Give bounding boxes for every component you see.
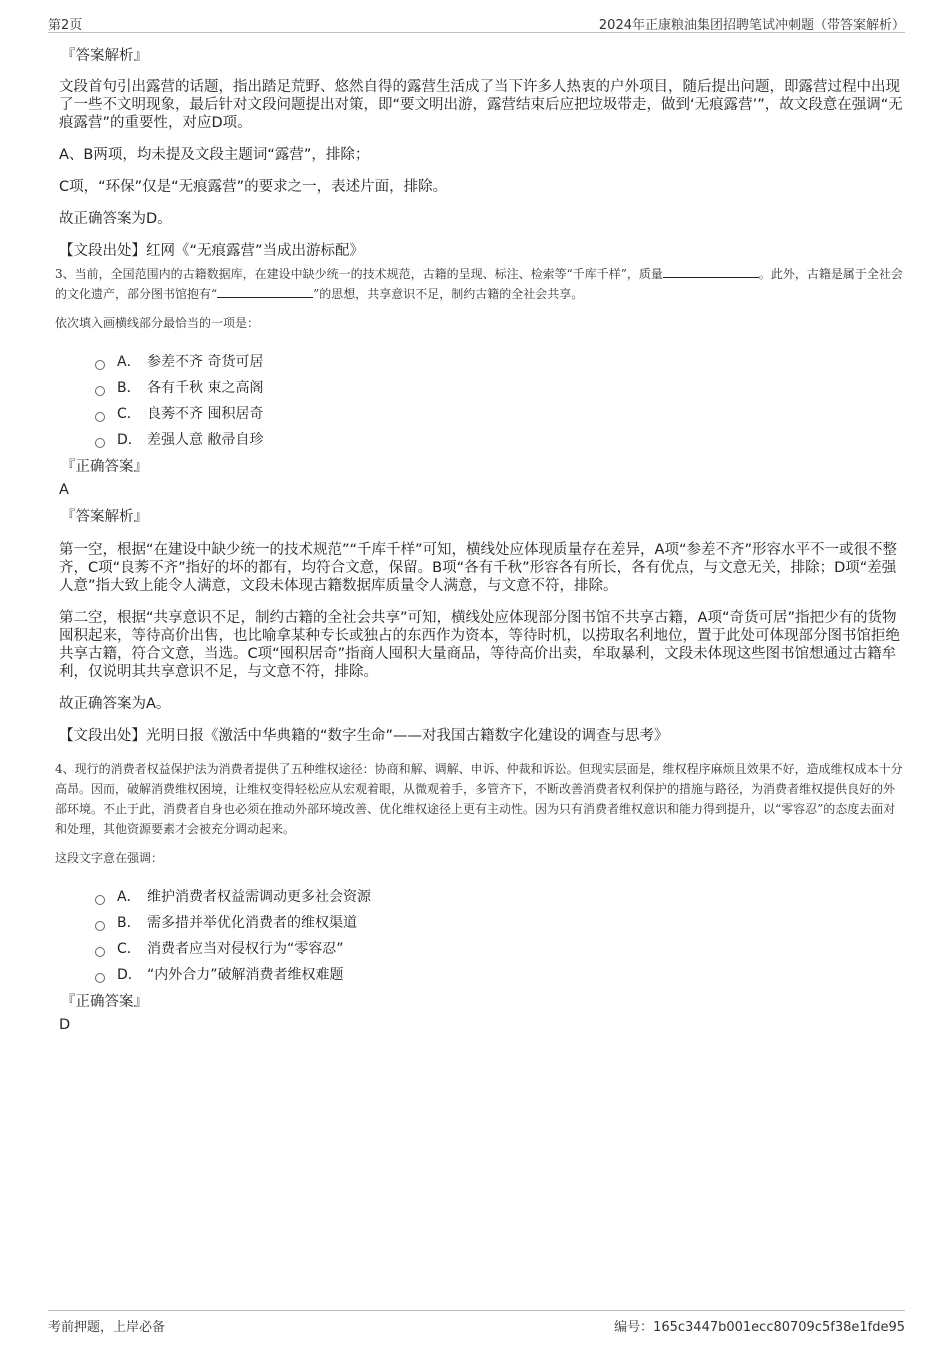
answer-label: 『正确答案』 bbox=[61, 459, 148, 475]
source-citation: 【文段出处】红网《“无痕露营”当成出游标配》 bbox=[59, 243, 365, 259]
analysis-paragraph: 第一空，根据“在建设中缺少统一的技术规范”“千库千样”可知，横线处应体现质量存在差异，A项“参差不齐”形容水平不一或很不整齐，C项“良莠不齐”指好的坏的都有，均符合文意，保留。B项“各有千秋”形容各有所长，各有优点，与文意无关，排除；D项“差强人意”指大致上能令人满意，文段未体现古籍数据库质量令人满意，与文意不符，排除。 bbox=[59, 542, 897, 594]
analysis-paragraph: C项，“环保”仅是“无痕露营”的要求之一，表述片面，排除。 bbox=[59, 179, 448, 195]
question-prompt: 依次填入画横线部分最恰当的一项是： bbox=[55, 316, 260, 330]
radio-icon[interactable] bbox=[95, 438, 105, 448]
option-b[interactable]: B． 各有千秋 束之高阁 bbox=[95, 375, 903, 401]
document-title: 2024年正康粮油集团招聘笔试冲刺题（带答案解析） bbox=[598, 18, 905, 33]
radio-icon[interactable] bbox=[95, 895, 105, 905]
question-stem: 4、现行的消费者权益保护法为消费者提供了五种维权途径：协商和解、调解、申诉、仲裁和诉讼。但现实层面是，维权程序麻烦且效果不好，造成维权成本十分高昂。因而，破解消费维权困境，让维权变得轻松应从宏观着眼，从微观着手，多管齐下，不断改善消费者权利保护的措施与路径，为消费者维权提供良好的外部环境。不止于此，消费者自身也必须在推动外部环境改善、优化维权途径上更有主动性。因为只有消费者维权意识和能力得到提升，以“零容忍”的态度去面对和处理，其他资源要素才会被充分调动起来。 bbox=[55, 762, 903, 836]
analysis-paragraph: A、B两项，均未提及文段主题词“露营”，排除； bbox=[59, 147, 370, 163]
question-prompt: 这段文字意在强调： bbox=[55, 851, 164, 865]
correct-answer-statement: 故正确答案为A。 bbox=[59, 696, 171, 712]
option-a[interactable]: A． 维护消费者权益需调动更多社会资源 bbox=[95, 884, 903, 910]
page-number: 第2页 bbox=[48, 18, 83, 33]
answer-value: A bbox=[59, 482, 69, 498]
page-header bbox=[48, 14, 905, 33]
fill-blank bbox=[663, 265, 759, 278]
radio-icon[interactable] bbox=[95, 360, 105, 370]
radio-icon[interactable] bbox=[95, 412, 105, 422]
option-c[interactable]: C． 消费者应当对侵权行为“零容忍” bbox=[95, 936, 903, 962]
analysis-label: 『答案解析』 bbox=[61, 48, 148, 64]
question-stem: 3、当前，全国范围内的古籍数据库，在建设中缺少统一的技术规范，古籍的呈现、标注、检索等“千库千样”，质量 。此外，古籍是属于全社会的文化遗产，部分图书馆抱有“ ”的思想，共享意识不足，制约古籍的全社会共享。 bbox=[55, 267, 903, 301]
option-b[interactable]: B． 需多措并举优化消费者的维权渠道 bbox=[95, 910, 903, 936]
fill-blank bbox=[217, 285, 313, 298]
radio-icon[interactable] bbox=[95, 973, 105, 983]
analysis-paragraph: 文段首句引出露营的话题，指出踏足荒野、悠然自得的露营生活成了当下许多人热衷的户外项目，随后提出问题，即露营过程中出现了一些不文明现象，最后针对文段问题提出对策，即“要文明出游，露营结束后应把垃圾带走，做到‘无痕露营’”，故文段意在强调“无痕露营”的重要性，对应D项。 bbox=[59, 79, 903, 131]
option-list bbox=[95, 884, 903, 988]
radio-icon[interactable] bbox=[95, 947, 105, 957]
document-id: 编号：165c3447b001ecc80709c5f38e1fde95 bbox=[614, 1320, 905, 1335]
radio-icon[interactable] bbox=[95, 386, 105, 396]
analysis-label: 『答案解析』 bbox=[61, 509, 148, 525]
radio-icon[interactable] bbox=[95, 921, 105, 931]
option-d[interactable]: D． 差强人意 敝帚自珍 bbox=[95, 427, 903, 453]
source-citation: 【文段出处】光明日报《激活中华典籍的“数字生命”——对我国古籍数字化建设的调查与思考》 bbox=[59, 728, 669, 744]
answer-value: D bbox=[59, 1017, 71, 1033]
document-body bbox=[55, 46, 903, 1042]
option-a[interactable]: A． 参差不齐 奇货可居 bbox=[95, 349, 903, 375]
answer-label: 『正确答案』 bbox=[61, 994, 148, 1010]
page-footer bbox=[48, 1310, 905, 1333]
analysis-paragraph: 第二空，根据“共享意识不足，制约古籍的全社会共享”可知，横线处应体现部分图书馆不共享古籍，A项“奇货可居”指把少有的货物囤积起来，等待高价出售，也比喻拿某种专长或独占的东西作为资本，等待时机，以捞取名利地位，置于此处可体现部分图书馆拒绝共享古籍，符合文意，当选。C项“囤积居奇”指商人囤积大量商品，等待高价出卖，牟取暴利，文段未体现这些图书馆想通过古籍牟利，仅说明其共享意识不足，与文意不符，排除。 bbox=[59, 610, 900, 680]
footer-slogan: 考前押题，上岸必备 bbox=[48, 1320, 166, 1335]
option-list bbox=[95, 349, 903, 453]
option-c[interactable]: C． 良莠不齐 囤积居奇 bbox=[95, 401, 903, 427]
option-d[interactable]: D． “内外合力”破解消费者维权难题 bbox=[95, 962, 903, 988]
correct-answer-statement: 故正确答案为D。 bbox=[59, 211, 172, 227]
